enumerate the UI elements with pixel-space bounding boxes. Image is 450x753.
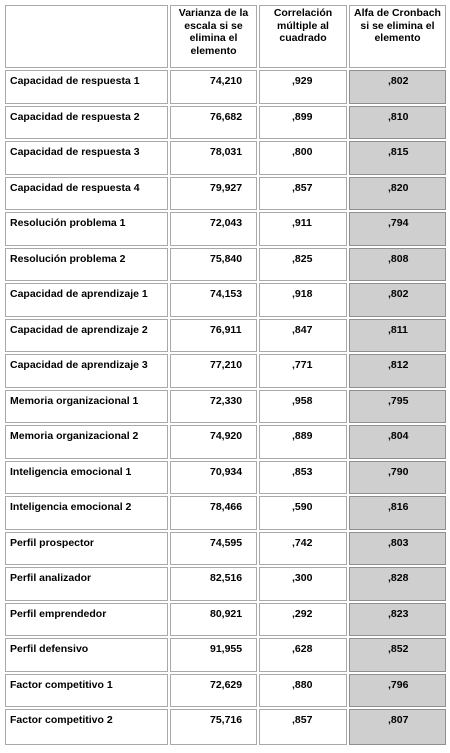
variance-cell: 75,840 [170,248,257,282]
row-label: Inteligencia emocional 2 [5,496,168,530]
correlation-cell: ,889 [259,425,347,459]
correlation-cell: ,847 [259,319,347,353]
correlation-cell: ,958 [259,390,347,424]
row-label: Capacidad de aprendizaje 3 [5,354,168,388]
correlation-cell: ,800 [259,141,347,175]
correlation-cell: ,918 [259,283,347,317]
table-row [5,496,446,530]
alpha-cell: ,790 [349,461,446,495]
table-row [5,461,446,495]
alpha-cell: ,812 [349,354,446,388]
row-label: Perfil prospector [5,532,168,566]
variance-cell: 82,516 [170,567,257,601]
row-label: Capacidad de respuesta 3 [5,141,168,175]
variance-cell: 74,210 [170,70,257,104]
variance-cell: 75,716 [170,709,257,745]
table-row [5,532,446,566]
correlation-cell: ,857 [259,177,347,211]
variance-cell: 78,031 [170,141,257,175]
alpha-cell: ,815 [349,141,446,175]
table-row [5,709,446,745]
alpha-cell: ,804 [349,425,446,459]
row-label: Memoria organizacional 1 [5,390,168,424]
table-row [5,425,446,459]
correlation-cell: ,628 [259,638,347,672]
correlation-cell: ,899 [259,106,347,140]
correlation-cell: ,771 [259,354,347,388]
variance-cell: 72,043 [170,212,257,246]
variance-cell: 74,920 [170,425,257,459]
table-row [5,390,446,424]
table-row [5,354,446,388]
header-variance: Varianza de la escala si se elimina el elemento [170,5,257,68]
alpha-cell: ,820 [349,177,446,211]
alpha-cell: ,808 [349,248,446,282]
table-row [5,248,446,282]
alpha-cell: ,794 [349,212,446,246]
alpha-cell: ,823 [349,603,446,637]
correlation-cell: ,911 [259,212,347,246]
row-label: Factor competitivo 1 [5,674,168,708]
row-label: Perfil emprendedor [5,603,168,637]
correlation-cell: ,853 [259,461,347,495]
variance-cell: 74,153 [170,283,257,317]
alpha-cell: ,802 [349,283,446,317]
correlation-cell: ,825 [259,248,347,282]
variance-cell: 91,955 [170,638,257,672]
header-blank-cell [5,5,168,68]
alpha-cell: ,828 [349,567,446,601]
variance-cell: 80,921 [170,603,257,637]
table-row [5,638,446,672]
table-row [5,70,446,104]
correlation-cell: ,742 [259,532,347,566]
header-row [5,5,446,68]
variance-cell: 77,210 [170,354,257,388]
table-row [5,674,446,708]
variance-cell: 70,934 [170,461,257,495]
table-row [5,603,446,637]
table-row [5,567,446,601]
correlation-cell: ,292 [259,603,347,637]
alpha-cell: ,802 [349,70,446,104]
table-row [5,283,446,317]
correlation-cell: ,857 [259,709,347,745]
row-label: Perfil analizador [5,567,168,601]
variance-cell: 76,682 [170,106,257,140]
alpha-cell: ,796 [349,674,446,708]
row-label: Capacidad de aprendizaje 2 [5,319,168,353]
variance-cell: 78,466 [170,496,257,530]
variance-cell: 76,911 [170,319,257,353]
row-label: Resolución problema 1 [5,212,168,246]
table-row [5,106,446,140]
header-alpha: Alfa de Cronbach si se elimina el elemento [349,5,446,68]
correlation-cell: ,880 [259,674,347,708]
table-body [5,70,446,745]
alpha-cell: ,852 [349,638,446,672]
alpha-cell: ,816 [349,496,446,530]
table-row [5,141,446,175]
alpha-cell: ,807 [349,709,446,745]
variance-cell: 74,595 [170,532,257,566]
correlation-cell: ,929 [259,70,347,104]
row-label: Capacidad de respuesta 2 [5,106,168,140]
variance-cell: 72,330 [170,390,257,424]
row-label: Inteligencia emocional 1 [5,461,168,495]
alpha-cell: ,810 [349,106,446,140]
alpha-cell: ,803 [349,532,446,566]
table-row [5,177,446,211]
variance-cell: 79,927 [170,177,257,211]
variance-cell: 72,629 [170,674,257,708]
row-label: Capacidad de aprendizaje 1 [5,283,168,317]
row-label: Memoria organizacional 2 [5,425,168,459]
alpha-cell: ,795 [349,390,446,424]
row-label: Capacidad de respuesta 1 [5,70,168,104]
row-label: Perfil defensivo [5,638,168,672]
correlation-cell: ,590 [259,496,347,530]
header-correlation: Correlación múltiple al cuadrado [259,5,347,68]
table-row [5,212,446,246]
table-row [5,319,446,353]
row-label: Resolución problema 2 [5,248,168,282]
alpha-cell: ,811 [349,319,446,353]
row-label: Capacidad de respuesta 4 [5,177,168,211]
correlation-cell: ,300 [259,567,347,601]
item-total-statistics-table [3,3,448,747]
row-label: Factor competitivo 2 [5,709,168,745]
